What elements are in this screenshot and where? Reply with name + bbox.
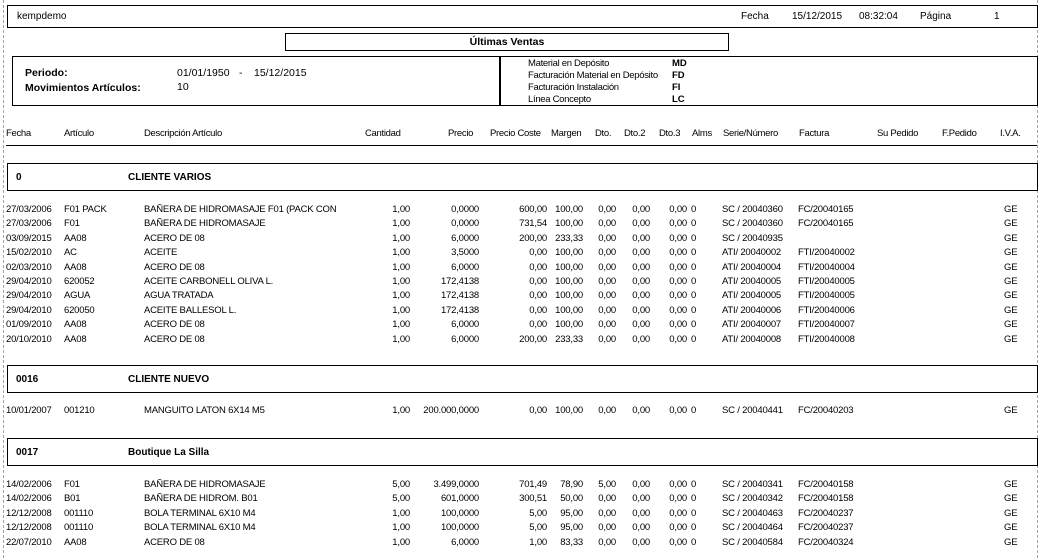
cell-articulo: 001210 — [64, 405, 95, 416]
cell-cantidad: 1,00 — [392, 204, 410, 215]
cell-dto: 0,00 — [598, 218, 616, 230]
cell-dto3: 0,00 — [669, 247, 687, 259]
cell-fecha: 29/04/2010 — [6, 290, 52, 302]
cell-fecha: 14/02/2006 — [6, 493, 52, 505]
cell-dto: 0,00 — [598, 290, 616, 302]
cell-alms: 0 — [691, 290, 697, 302]
cell-precio: 6,0000 — [451, 536, 479, 548]
cell-margen: 233,33 — [555, 232, 583, 244]
report-date-label: Fecha — [741, 11, 769, 22]
header-divider — [6, 145, 1037, 146]
cell-alms: 0 — [691, 479, 697, 490]
cell-factura: FTI/20040002 — [798, 247, 855, 259]
table-row — [4, 276, 1037, 290]
cell-dto: 0,00 — [598, 276, 616, 287]
cell-descripcion: BAÑERA DE HIDROMASAJE — [144, 479, 266, 490]
col-su-pedido: Su Pedido — [877, 128, 919, 139]
col-descripcion: Descripción Artículo — [144, 128, 222, 139]
cell-coste: 0,00 — [529, 319, 547, 331]
cell-iva: GE — [1004, 204, 1018, 215]
cell-dto2: 0,00 — [632, 507, 650, 519]
cell-fecha: 10/01/2007 — [6, 405, 52, 416]
cell-articulo: F01 — [64, 218, 80, 230]
cell-iva: GE — [1004, 261, 1018, 273]
cell-factura: FC/20040203 — [798, 405, 854, 416]
group-header — [7, 438, 1038, 466]
cell-margen: 83,33 — [560, 536, 583, 548]
cell-cantidad: 1,00 — [392, 290, 410, 302]
cell-alms: 0 — [691, 507, 697, 519]
table-row — [4, 247, 1037, 261]
cell-dto2: 0,00 — [632, 290, 650, 302]
cell-margen: 95,00 — [560, 522, 583, 534]
cell-serie: SC / 20040935 — [722, 232, 783, 244]
cell-fecha: 20/10/2010 — [6, 333, 52, 345]
cell-coste: 731,54 — [519, 218, 547, 230]
cell-articulo: 620052 — [64, 276, 95, 287]
cell-dto3: 0,00 — [669, 304, 687, 316]
col-articulo: Artículo — [64, 128, 94, 139]
cell-dto: 5,00 — [598, 479, 616, 490]
cell-serie: ATI/ 20040008 — [722, 333, 782, 345]
col-serie: Serie/Número — [723, 128, 779, 139]
report-title: Últimas Ventas — [469, 36, 545, 48]
cell-margen: 100,00 — [555, 405, 583, 416]
cell-serie: ATI/ 20040002 — [722, 247, 782, 259]
cell-dto3: 0,00 — [669, 319, 687, 331]
cell-coste: 600,00 — [519, 204, 547, 215]
cell-iva: GE — [1004, 536, 1018, 548]
cell-dto: 0,00 — [598, 261, 616, 273]
cell-descripcion: AGUA TRATADA — [144, 290, 214, 302]
cell-cantidad: 1,00 — [392, 247, 410, 259]
cell-cantidad: 1,00 — [392, 333, 410, 345]
legend-code: FD — [672, 70, 685, 81]
cell-serie: SC / 20040341 — [722, 479, 783, 490]
cell-margen: 233,33 — [555, 333, 583, 345]
cell-iva: GE — [1004, 479, 1018, 490]
cell-dto3: 0,00 — [669, 405, 687, 416]
cell-coste: 200,00 — [519, 232, 547, 244]
cell-serie: SC / 20040360 — [722, 218, 783, 230]
cell-cantidad: 1,00 — [392, 507, 410, 519]
cell-margen: 100,00 — [555, 304, 583, 316]
cell-factura: FTI/20040004 — [798, 261, 855, 273]
cell-margen: 78,90 — [560, 479, 583, 490]
col-precio-coste: Precio Coste — [490, 128, 541, 139]
cell-descripcion: BOLA TERMINAL 6X10 M4 — [144, 522, 256, 534]
group-code: 0016 — [16, 374, 39, 385]
cell-precio: 6,0000 — [451, 333, 479, 345]
cell-coste: 0,00 — [529, 304, 547, 316]
cell-descripcion: BAÑERA DE HIDROMASAJE — [144, 218, 266, 230]
cell-alms: 0 — [691, 261, 697, 273]
cell-precio: 6,0000 — [451, 261, 479, 273]
cell-alms: 0 — [691, 333, 697, 345]
cell-alms: 0 — [691, 405, 697, 416]
cell-precio: 601,0000 — [440, 493, 479, 505]
periodo-to: 15/12/2015 — [254, 67, 307, 79]
group-header — [7, 163, 1038, 191]
cell-coste: 0,00 — [529, 261, 547, 273]
cell-precio: 100,0000 — [440, 522, 479, 534]
cell-dto3: 0,00 — [669, 261, 687, 273]
cell-iva: GE — [1004, 333, 1018, 345]
cell-serie: SC / 20040584 — [722, 536, 783, 548]
cell-alms: 0 — [691, 522, 697, 534]
cell-alms: 0 — [691, 276, 697, 287]
cell-margen: 100,00 — [555, 319, 583, 331]
cell-factura: FC/20040165 — [798, 204, 854, 215]
cell-descripcion: ACEITE CARBONELL OLIVA L. — [144, 276, 274, 287]
movimientos-value: 10 — [177, 81, 189, 93]
cell-fecha: 02/03/2010 — [6, 261, 52, 273]
table-row — [4, 537, 1037, 551]
cell-serie: ATI/ 20040007 — [722, 319, 782, 331]
cell-alms: 0 — [691, 232, 697, 244]
col-dto3: Dto.3 — [659, 128, 681, 139]
cell-dto2: 0,00 — [632, 204, 650, 215]
cell-dto2: 0,00 — [632, 261, 650, 273]
cell-precio: 100,0000 — [440, 507, 479, 519]
cell-dto2: 0,00 — [632, 319, 650, 331]
cell-dto3: 0,00 — [669, 232, 687, 244]
cell-factura: FC/20040158 — [798, 493, 854, 505]
cell-dto3: 0,00 — [669, 204, 687, 215]
cell-alms: 0 — [691, 493, 697, 505]
cell-serie: ATI/ 20040005 — [722, 290, 782, 302]
cell-dto: 0,00 — [598, 319, 616, 331]
cell-cantidad: 1,00 — [392, 261, 410, 273]
cell-articulo: AA08 — [64, 536, 87, 548]
cell-precio: 200.000,0000 — [423, 405, 479, 416]
cell-margen: 100,00 — [555, 247, 583, 259]
cell-coste: 1,00 — [529, 536, 547, 548]
cell-factura: FC/20040158 — [798, 479, 854, 490]
cell-articulo: AA08 — [64, 319, 87, 331]
cell-articulo: AGUA — [64, 290, 91, 302]
cell-iva: GE — [1004, 290, 1018, 302]
cell-descripcion: BAÑERA DE HIDROM. B01 — [144, 493, 258, 505]
cell-factura: FC/20040237 — [798, 522, 854, 534]
table-row — [4, 319, 1037, 333]
cell-margen: 100,00 — [555, 204, 583, 215]
cell-alms: 0 — [691, 304, 697, 316]
periodo-separator: - — [239, 67, 243, 79]
cell-coste: 5,00 — [529, 522, 547, 534]
cell-articulo: AC — [64, 247, 77, 259]
cell-fecha: 12/12/2008 — [6, 507, 52, 519]
cell-descripcion: ACERO DE 08 — [144, 536, 205, 548]
cell-serie: SC / 20040464 — [722, 522, 783, 534]
report-header — [7, 5, 1038, 28]
cell-dto3: 0,00 — [669, 493, 687, 505]
cell-dto: 0,00 — [598, 304, 616, 316]
cell-serie: ATI/ 20040004 — [722, 261, 782, 273]
cell-dto: 0,00 — [598, 405, 616, 416]
table-row — [4, 479, 1037, 493]
cell-iva: GE — [1004, 522, 1018, 534]
cell-coste: 5,00 — [529, 507, 547, 519]
periodo-from: 01/01/1950 — [177, 67, 230, 79]
cell-coste: 701,49 — [519, 479, 547, 490]
cell-coste: 0,00 — [529, 290, 547, 302]
group-name: CLIENTE NUEVO — [128, 374, 210, 385]
group-name: Boutique La Silla — [128, 447, 210, 458]
cell-dto2: 0,00 — [632, 536, 650, 548]
cell-margen: 100,00 — [555, 276, 583, 287]
cell-precio: 6,0000 — [451, 232, 479, 244]
cell-fecha: 29/04/2010 — [6, 304, 52, 316]
table-row — [4, 262, 1037, 276]
cell-margen: 50,00 — [560, 493, 583, 505]
col-f-pedido: F.Pedido — [942, 128, 977, 139]
cell-dto2: 0,00 — [632, 304, 650, 316]
cell-iva: GE — [1004, 507, 1018, 519]
cell-dto2: 0,00 — [632, 276, 650, 287]
cell-iva: GE — [1004, 232, 1018, 244]
cell-articulo: AA08 — [64, 232, 87, 244]
cell-margen: 100,00 — [555, 290, 583, 302]
legend-code: FI — [672, 82, 681, 93]
cell-dto3: 0,00 — [669, 333, 687, 345]
table-row — [4, 522, 1037, 536]
cell-serie: SC / 20040463 — [722, 507, 783, 519]
cell-dto2: 0,00 — [632, 232, 650, 244]
cell-alms: 0 — [691, 218, 697, 230]
cell-coste: 0,00 — [529, 405, 547, 416]
legend-code: MD — [672, 58, 687, 69]
cell-articulo: 001110 — [64, 507, 94, 519]
cell-serie: SC / 20040441 — [722, 405, 783, 416]
cell-cantidad: 5,00 — [392, 493, 410, 505]
cell-dto3: 0,00 — [669, 507, 687, 519]
cell-factura: FTI/20040007 — [798, 319, 855, 331]
cell-precio: 172,4138 — [440, 304, 479, 316]
table-row — [4, 405, 1037, 419]
table-row — [4, 204, 1037, 218]
cell-fecha: 15/02/2010 — [6, 247, 52, 259]
cell-descripcion: ACEITE BALLESOL L. — [144, 304, 237, 316]
report-time: 08:32:04 — [859, 11, 898, 22]
cell-fecha: 27/03/2006 — [6, 218, 52, 230]
col-precio: Precio — [448, 128, 474, 139]
cell-fecha: 27/03/2006 — [6, 204, 52, 215]
cell-margen: 100,00 — [555, 218, 583, 230]
cell-iva: GE — [1004, 493, 1018, 505]
cell-fecha: 12/12/2008 — [6, 522, 52, 534]
cell-fecha: 03/09/2015 — [6, 232, 52, 244]
cell-margen: 100,00 — [555, 261, 583, 273]
cell-descripcion: ACERO DE 08 — [144, 319, 205, 331]
cell-articulo: AA08 — [64, 333, 87, 345]
group-code: 0 — [16, 172, 22, 183]
legend-label: Facturación Instalación — [528, 82, 619, 93]
cell-precio: 172,4138 — [440, 276, 479, 287]
legend-code: LC — [672, 94, 685, 105]
cell-articulo: F01 — [64, 479, 80, 490]
report-title-box — [285, 33, 729, 51]
cell-articulo: B01 — [64, 493, 81, 505]
cell-dto: 0,00 — [598, 247, 616, 259]
cell-precio: 3.499,0000 — [433, 479, 479, 490]
report-page-number: 1 — [994, 11, 1000, 22]
cell-dto2: 0,00 — [632, 405, 650, 416]
col-alms: Alms — [692, 128, 712, 139]
cell-cantidad: 1,00 — [392, 319, 410, 331]
cell-factura: FTI/20040006 — [798, 304, 855, 316]
cell-descripcion: MANGUITO LATON 6X14 M5 — [144, 405, 265, 416]
report-page-label: Página — [920, 11, 952, 22]
cell-iva: GE — [1004, 304, 1018, 316]
cell-precio: 172,4138 — [440, 290, 479, 302]
cell-coste: 0,00 — [529, 247, 547, 259]
cell-cantidad: 1,00 — [392, 522, 410, 534]
table-row — [4, 493, 1037, 507]
cell-dto2: 0,00 — [632, 218, 650, 230]
cell-iva: GE — [1004, 218, 1018, 230]
cell-descripcion: ACERO DE 08 — [144, 232, 205, 244]
table-row — [4, 218, 1037, 232]
group-code: 0017 — [16, 447, 39, 458]
cell-dto2: 0,00 — [632, 479, 650, 490]
cell-descripcion: BAÑERA DE HIDROMASAJE F01 (PACK CON — [144, 204, 337, 215]
cell-iva: GE — [1004, 247, 1018, 259]
cell-coste: 300,51 — [519, 493, 547, 505]
col-fecha: Fecha — [6, 128, 31, 139]
cell-iva: GE — [1004, 405, 1018, 416]
cell-cantidad: 1,00 — [392, 405, 410, 416]
cell-alms: 0 — [691, 247, 697, 259]
cell-iva: GE — [1004, 319, 1018, 331]
cell-alms: 0 — [691, 319, 697, 331]
report-page — [3, 0, 1038, 558]
cell-factura: FTI/20040008 — [798, 333, 855, 345]
cell-dto2: 0,00 — [632, 522, 650, 534]
cell-margen: 95,00 — [560, 507, 583, 519]
cell-descripcion: BOLA TERMINAL 6X10 M4 — [144, 507, 256, 519]
cell-factura: FTI/20040005 — [798, 276, 855, 287]
cell-dto: 0,00 — [598, 333, 616, 345]
cell-dto2: 0,00 — [632, 333, 650, 345]
col-cantidad: Cantidad — [365, 128, 401, 139]
periodo-label: Periodo: — [25, 67, 68, 79]
filters-box — [12, 56, 500, 106]
cell-dto3: 0,00 — [669, 522, 687, 534]
cell-fecha: 14/02/2006 — [6, 479, 52, 490]
cell-articulo: F01 PACK — [64, 204, 107, 215]
cell-dto: 0,00 — [598, 507, 616, 519]
cell-fecha: 29/04/2010 — [6, 276, 52, 287]
cell-dto3: 0,00 — [669, 479, 687, 490]
cell-factura: FC/20040165 — [798, 218, 854, 230]
cell-dto: 0,00 — [598, 522, 616, 534]
report-user: kempdemo — [17, 11, 67, 22]
table-row — [4, 334, 1037, 348]
cell-articulo: AA08 — [64, 261, 87, 273]
legend-label: Facturación Material en Depósito — [528, 70, 658, 81]
cell-descripcion: ACERO DE 08 — [144, 261, 205, 273]
cell-factura: FC/20040324 — [798, 536, 854, 548]
cell-cantidad: 1,00 — [392, 304, 410, 316]
cell-dto3: 0,00 — [669, 290, 687, 302]
table-row — [4, 290, 1037, 304]
cell-dto: 0,00 — [598, 536, 616, 548]
report-date: 15/12/2015 — [792, 11, 843, 22]
cell-articulo: 620050 — [64, 304, 95, 316]
cell-dto2: 0,00 — [632, 493, 650, 505]
cell-dto: 0,00 — [598, 493, 616, 505]
cell-cantidad: 1,00 — [392, 232, 410, 244]
legend-label: Línea Concepto — [528, 94, 591, 105]
cell-alms: 0 — [691, 204, 697, 215]
legend-box — [500, 56, 1038, 106]
table-row — [4, 508, 1037, 522]
cell-cantidad: 1,00 — [392, 536, 410, 548]
column-header-row — [4, 128, 1037, 142]
cell-serie: SC / 20040360 — [722, 204, 783, 215]
cell-serie: ATI/ 20040005 — [722, 276, 782, 287]
cell-factura: FC/20040237 — [798, 507, 854, 519]
cell-serie: SC / 20040342 — [722, 493, 783, 505]
col-dto: Dto. — [595, 128, 612, 139]
cell-coste: 0,00 — [529, 276, 547, 287]
group-name: CLIENTE VARIOS — [128, 172, 212, 183]
cell-precio: 0,0000 — [451, 218, 479, 230]
cell-articulo: 001110 — [64, 522, 94, 534]
cell-dto3: 0,00 — [669, 218, 687, 230]
cell-factura: FTI/20040005 — [798, 290, 855, 302]
cell-fecha: 01/09/2010 — [6, 319, 52, 331]
col-factura: Factura — [799, 128, 830, 139]
cell-dto3: 0,00 — [669, 276, 687, 287]
cell-precio: 0,0000 — [451, 204, 479, 215]
movimientos-label: Movimientos Artículos: — [25, 82, 141, 94]
cell-dto2: 0,00 — [632, 247, 650, 259]
table-row — [4, 233, 1037, 247]
col-dto2: Dto.2 — [624, 128, 646, 139]
cell-descripcion: ACERO DE 08 — [144, 333, 205, 345]
cell-cantidad: 1,00 — [392, 276, 410, 287]
cell-precio: 3,5000 — [451, 247, 479, 259]
cell-dto3: 0,00 — [669, 536, 687, 548]
legend-label: Material en Depósito — [528, 58, 610, 69]
col-iva: I.V.A. — [1000, 128, 1021, 139]
cell-cantidad: 5,00 — [392, 479, 410, 490]
cell-descripcion: ACEITE — [144, 247, 178, 259]
cell-iva: GE — [1004, 276, 1018, 287]
cell-precio: 6,0000 — [451, 319, 479, 331]
table-row — [4, 305, 1037, 319]
cell-coste: 200,00 — [519, 333, 547, 345]
cell-serie: ATI/ 20040006 — [722, 304, 782, 316]
cell-cantidad: 1,00 — [392, 218, 410, 230]
col-margen: Margen — [551, 128, 582, 139]
cell-fecha: 22/07/2010 — [6, 536, 52, 548]
cell-dto: 0,00 — [598, 232, 616, 244]
cell-dto: 0,00 — [598, 204, 616, 215]
group-header — [7, 365, 1038, 393]
cell-alms: 0 — [691, 536, 697, 548]
